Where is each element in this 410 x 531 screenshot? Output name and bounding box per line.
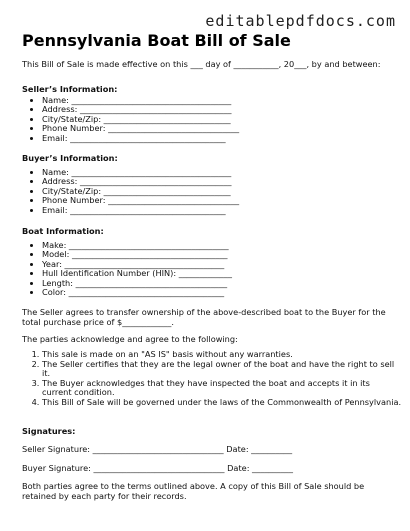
buyer-signature-line[interactable]: Buyer Signature: ________________________________ Date: __________ (22, 463, 293, 473)
seller-signature-line[interactable]: Seller Signature: ________________________________ Date: __________ (22, 444, 293, 454)
agreement-intro: The parties acknowledge and agree to the following: (22, 334, 238, 344)
seller-phone-field[interactable]: • Phone Number: ________________________________ (42, 124, 239, 133)
term-item: 1. This sale is made on an "AS IS" basis without any warranties. (42, 350, 402, 360)
seller-email-field[interactable]: • Email: ______________________________________ (42, 134, 239, 143)
boat-length-field[interactable]: • Length: _____________________________________ (42, 279, 232, 288)
signatures-heading: Signatures: (22, 426, 76, 436)
buyer-address-field[interactable]: • Address: _____________________________________ (42, 177, 239, 186)
seller-heading: Seller’s Information: (22, 84, 118, 94)
buyer-email-field[interactable]: • Email: ______________________________________ (42, 206, 239, 215)
site-watermark: editablepdfdocs.com (205, 12, 396, 30)
term-item: 2. The Seller certifies that they are the legal owner of the boat and have the right to sell it. (42, 360, 402, 379)
seller-city-field[interactable]: • City/State/Zip: _______________________________ (42, 115, 239, 124)
boat-model-field[interactable]: • Model: ______________________________________ (42, 250, 232, 259)
buyer-heading: Buyer’s Information: (22, 153, 118, 163)
page-title: Pennsylvania Boat Bill of Sale (22, 31, 291, 50)
boat-hin-field[interactable]: • Hull Identification Number (HIN): _____________ (42, 269, 232, 278)
term-item: 4. This Bill of Sale will be governed under the laws of the Commonwealth of Pennsylvania. (42, 398, 402, 408)
terms-list (30, 350, 402, 408)
term-item: 3. The Buyer acknowledges that they have inspected the boat and accepts it in its current condition. (42, 379, 402, 398)
closing-paragraph: Both parties agree to the terms outlined above. A copy of this Bill of Sale should be retained by each party for their records. (22, 481, 365, 501)
buyer-fields (30, 168, 239, 215)
buyer-city-field[interactable]: • City/State/Zip: _______________________________ (42, 187, 239, 196)
boat-heading: Boat Information: (22, 226, 104, 236)
buyer-phone-field[interactable]: • Phone Number: ________________________________ (42, 196, 239, 205)
seller-name-field[interactable]: • Name: _______________________________________ (42, 96, 239, 105)
intro-text: This Bill of Sale is made effective on this ___ day of ___________, 20___, by and between: (22, 59, 381, 69)
boat-make-field[interactable]: • Make: _______________________________________ (42, 241, 232, 250)
boat-year-field[interactable]: • Year: _______________________________________ (42, 260, 232, 269)
transfer-paragraph: The Seller agrees to transfer ownership of the above-described boat to the Buyer for the total purchase price of $____________. (22, 307, 386, 327)
seller-fields (30, 96, 239, 143)
boat-fields (30, 241, 232, 297)
buyer-name-field[interactable]: • Name: _______________________________________ (42, 168, 239, 177)
boat-color-field[interactable]: • Color: ______________________________________ (42, 288, 232, 297)
seller-address-field[interactable]: • Address: _____________________________________ (42, 105, 239, 114)
